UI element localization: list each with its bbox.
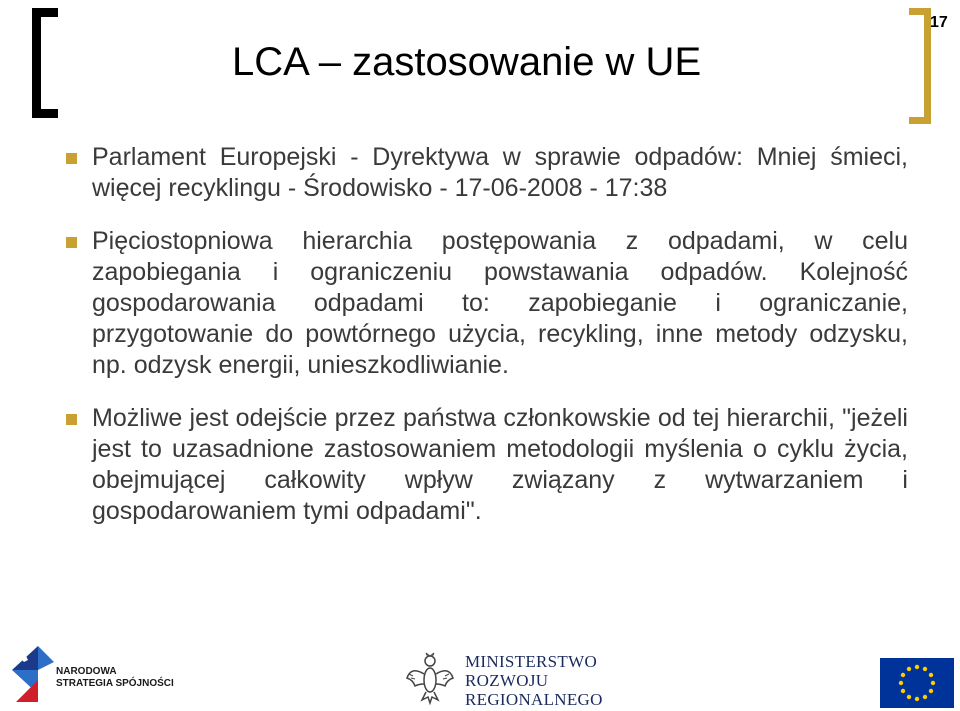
bullet-item	[66, 142, 908, 204]
slide-number: 17	[930, 14, 948, 31]
polish-eagle-icon	[405, 652, 455, 708]
bullet-square-icon	[66, 414, 77, 425]
nss-line2: STRATEGIA SPÓJNOŚCI	[56, 678, 174, 689]
right-bracket-decoration	[909, 8, 931, 124]
bullet-text: Pięciostopniowa hierarchia postępowania z odpadami, w celu zapobiegania i ograniczeniu powstawania odpadów. Kolejność gospodarowania odpadami to: zapobieganie i ograniczanie, przygotowanie do powtórnego użycia, recykling, inne metody odzysku, np. odzysk energii, unieszkodliwianie.	[92, 227, 908, 379]
bullet-item	[66, 403, 908, 527]
nss-logo-text	[56, 666, 174, 690]
slide-title: LCA – zastosowanie w UE	[232, 40, 702, 84]
bullet-square-icon	[66, 237, 77, 248]
ministry-logo-text	[465, 652, 603, 709]
bullet-square-icon	[66, 153, 77, 164]
ministry-line3: REGIONALNEGO	[465, 690, 603, 709]
footer-logos	[0, 630, 960, 711]
ministry-line2: ROZWOJU	[465, 671, 549, 690]
bullet-list	[66, 142, 908, 549]
left-bracket-decoration	[32, 8, 58, 118]
eu-flag-icon	[880, 658, 954, 708]
nss-line1: NARODOWA	[56, 666, 117, 677]
bullet-item	[66, 226, 908, 381]
ministry-line1: MINISTERSTWO	[465, 652, 598, 671]
bullet-text: Parlament Europejski - Dyrektywa w sprawie odpadów: Mniej śmieci, więcej recyklingu - Środowisko - 17-06-2008 - 17:38	[92, 143, 908, 202]
bullet-text: Możliwe jest odejście przez państwa członkowskie od tej hierarchii, "jeżeli jest to uzasadnione zastosowaniem metodologii myślenia o cyklu życia, obejmującej całkowity wpływ związany z wytwarzaniem i gospodarowaniem tymi odpadami".	[92, 404, 908, 525]
